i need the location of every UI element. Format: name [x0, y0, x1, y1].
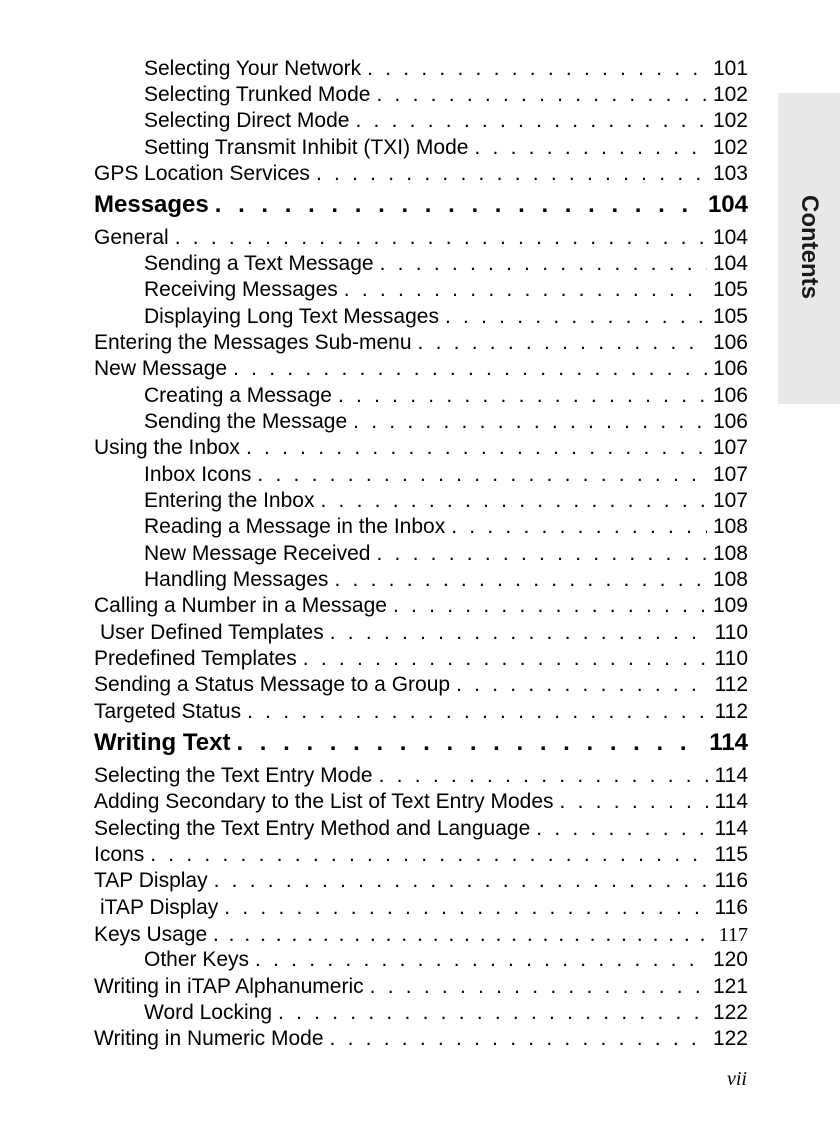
- toc-page-number: 106: [712, 410, 748, 433]
- toc-leader: [393, 593, 707, 619]
- toc-entry[interactable]: [94, 356, 748, 382]
- toc-leader: [150, 842, 708, 868]
- toc-entry[interactable]: [94, 816, 748, 842]
- toc-entry-label: Selecting Trunked Mode: [144, 83, 371, 106]
- toc-leader: [474, 135, 706, 161]
- toc-entry-label: Sending a Status Message to a Group: [94, 673, 451, 696]
- toc-entry[interactable]: [94, 541, 748, 567]
- toc-page-number: 103: [712, 162, 748, 185]
- toc-leader: [246, 435, 707, 461]
- toc-entry-label: Icons: [94, 843, 145, 866]
- toc-page-number: 117: [718, 924, 748, 946]
- toc-page-number: 108: [712, 515, 748, 538]
- toc-entry-label: Selecting Direct Mode: [144, 109, 350, 132]
- toc-page-number: 112: [714, 700, 748, 723]
- toc-leader: [213, 921, 713, 947]
- toc-page-number: 107: [712, 463, 748, 486]
- toc-leader: [376, 82, 706, 108]
- toc-entry[interactable]: [94, 921, 748, 948]
- toc-page-number: 104: [712, 226, 748, 249]
- toc-page-number: 102: [712, 83, 748, 106]
- toc-page-number: 112: [714, 673, 748, 696]
- toc-entry-label: Using the Inbox: [94, 436, 240, 459]
- toc-entry-label: Reading a Message in the Inbox: [144, 515, 446, 538]
- toc-entry-label: Keys Usage: [94, 923, 208, 946]
- toc-leader: [334, 567, 707, 593]
- toc-leader: [233, 356, 707, 382]
- toc-leader: [379, 763, 709, 789]
- toc-entry-label: Calling a Number in a Message: [94, 594, 387, 617]
- toc-entry[interactable]: [94, 672, 748, 698]
- toc-entry[interactable]: [94, 620, 748, 646]
- toc-entry-label: General: [94, 226, 169, 249]
- toc-entry-label: Writing in Numeric Mode: [94, 1027, 324, 1050]
- toc-leader: [367, 56, 707, 82]
- toc-page-number: 115: [714, 843, 748, 866]
- toc-leader: [214, 868, 709, 894]
- toc-page-number: 108: [712, 542, 748, 565]
- toc-entry-label: Sending the Message: [144, 410, 348, 433]
- toc-entry[interactable]: [94, 277, 748, 303]
- toc-leader: [316, 161, 707, 187]
- toc-entry[interactable]: [94, 304, 748, 330]
- toc-entry[interactable]: [94, 488, 748, 514]
- toc-leader: [344, 277, 707, 303]
- toc-chapter-title: Writing Text: [94, 729, 231, 756]
- toc-entry-label: Selecting the Text Entry Mode: [94, 764, 373, 787]
- toc-leader: [330, 1026, 707, 1052]
- toc-leader: [338, 383, 707, 409]
- toc-page-number: 107: [712, 436, 748, 459]
- toc-entry-label: Sending a Text Message: [144, 252, 374, 275]
- toc-entry-label: Other Keys: [144, 948, 250, 971]
- toc-entry-label: Inbox Icons: [144, 463, 252, 486]
- toc-entry[interactable]: [94, 108, 748, 134]
- toc-page-number: 104: [707, 191, 748, 218]
- toc-page-number: 106: [712, 331, 748, 354]
- toc-entry[interactable]: [94, 842, 748, 868]
- toc-leader: [224, 895, 708, 921]
- toc-page-number: 104: [712, 252, 748, 275]
- toc-page-number: 110: [714, 647, 748, 670]
- toc-entry[interactable]: [94, 763, 748, 789]
- toc-entry[interactable]: [94, 383, 748, 409]
- toc-entry-label: Entering the Inbox: [144, 489, 315, 512]
- toc-entry-label: Word Locking: [144, 1001, 273, 1024]
- toc-entry-label: Creating a Message: [144, 384, 332, 407]
- toc-entry-label: Displaying Long Text Messages: [144, 305, 439, 328]
- toc-page-number: 114: [714, 764, 748, 787]
- toc-page-number: 102: [712, 136, 748, 159]
- toc-entry[interactable]: [94, 1026, 748, 1052]
- toc-leader: [320, 488, 707, 514]
- toc-entry-label: TAP Display: [94, 869, 208, 892]
- toc-page-number: 120: [712, 948, 748, 971]
- toc-entry[interactable]: [94, 462, 748, 488]
- toc-entry-label: GPS Location Services: [94, 162, 310, 185]
- toc-entry[interactable]: [94, 82, 748, 108]
- toc-entry-label: Setting Transmit Inhibit (TXI) Mode: [144, 136, 469, 159]
- toc-page-number: 109: [712, 594, 748, 617]
- toc-leader: [303, 646, 709, 672]
- toc-entry-label: Targeted Status: [94, 700, 242, 723]
- toc-entry[interactable]: [94, 56, 748, 82]
- toc-page-number: 122: [712, 1027, 748, 1050]
- toc-entry[interactable]: [94, 225, 748, 251]
- toc-entry-label: Handling Messages: [144, 568, 329, 591]
- toc-leader: [536, 816, 708, 842]
- toc-entry[interactable]: [94, 567, 748, 593]
- toc-page-number: 116: [714, 869, 748, 892]
- toc-entry-label: New Message: [94, 357, 228, 380]
- toc-entry[interactable]: [94, 251, 748, 277]
- toc-leader: [247, 699, 708, 725]
- toc-entry[interactable]: [94, 330, 748, 356]
- toc-page-number: 110: [714, 621, 748, 644]
- toc-leader: [445, 304, 707, 330]
- toc-page-number: 121: [712, 975, 748, 998]
- toc-page-number: 122: [712, 1001, 748, 1024]
- toc-leader: [353, 409, 707, 435]
- toc-entry-label: Adding Secondary to the List of Text Entry Modes: [94, 790, 554, 813]
- toc-page-number: 114: [714, 817, 748, 840]
- toc-entry[interactable]: [94, 435, 748, 461]
- toc-entry-label: iTAP Display: [100, 896, 219, 919]
- toc-entry[interactable]: [94, 593, 748, 619]
- contents-tab-label: Contents: [796, 195, 823, 299]
- toc-leader: [257, 462, 707, 488]
- toc-page-number: 106: [712, 357, 748, 380]
- toc-page-number: 105: [712, 278, 748, 301]
- toc-entry[interactable]: [94, 646, 748, 672]
- toc-entry[interactable]: [94, 135, 748, 161]
- toc-page-number: 114: [709, 729, 748, 756]
- toc-entry[interactable]: [94, 868, 748, 894]
- toc-leader: [255, 947, 707, 973]
- toc-chapter-title: Messages: [94, 191, 209, 218]
- toc-leader: [418, 330, 707, 356]
- toc-leader: [330, 620, 709, 646]
- toc-entry[interactable]: [94, 895, 748, 921]
- toc-page-number: 116: [714, 896, 748, 919]
- toc-page-number: 106: [712, 384, 748, 407]
- toc-page-number: 105: [712, 305, 748, 328]
- toc-leader: [278, 1000, 707, 1026]
- toc-entry-label: Selecting the Text Entry Method and Language: [94, 817, 531, 840]
- toc-leader: [355, 108, 707, 134]
- page-number-footer: vii: [727, 1068, 747, 1090]
- toc-leader: [456, 672, 708, 698]
- toc-entry-label: Receiving Messages: [144, 278, 338, 301]
- toc-entry[interactable]: [94, 974, 748, 1000]
- toc-entry-label: User Defined Templates: [100, 621, 324, 644]
- toc-page-number: 114: [714, 790, 748, 813]
- toc-entry[interactable]: [94, 161, 748, 187]
- toc-leader: [380, 251, 707, 277]
- toc-page-number: 108: [712, 568, 748, 591]
- toc-page-number: 107: [712, 489, 748, 512]
- toc-page-number: 101: [712, 57, 748, 80]
- toc-entry-label: Selecting Your Network: [144, 57, 362, 80]
- contents-side-tab: [778, 93, 840, 404]
- toc-entry[interactable]: [94, 789, 748, 815]
- toc-entry-label: New Message Received: [144, 542, 371, 565]
- toc-leader: [451, 514, 707, 540]
- toc-chapter-entry[interactable]: [94, 190, 748, 220]
- toc-leader: [236, 728, 703, 758]
- toc-entry[interactable]: [94, 1000, 748, 1026]
- toc-leader: [215, 190, 702, 220]
- toc-leader: [560, 789, 709, 815]
- toc-entry-label: Writing in iTAP Alphanumeric: [94, 975, 364, 998]
- toc-leader: [376, 541, 707, 567]
- toc-leader: [175, 225, 707, 251]
- toc-leader: [370, 974, 707, 1000]
- toc-entry[interactable]: [94, 409, 748, 435]
- toc-entry-label: Predefined Templates: [94, 647, 297, 670]
- toc-entry[interactable]: [94, 947, 748, 973]
- toc-entry-label: Entering the Messages Sub-menu: [94, 331, 412, 354]
- toc-chapter-entry[interactable]: [94, 728, 748, 758]
- toc-page-number: 102: [712, 109, 748, 132]
- toc-entry[interactable]: [94, 514, 748, 540]
- toc-entry[interactable]: [94, 699, 748, 725]
